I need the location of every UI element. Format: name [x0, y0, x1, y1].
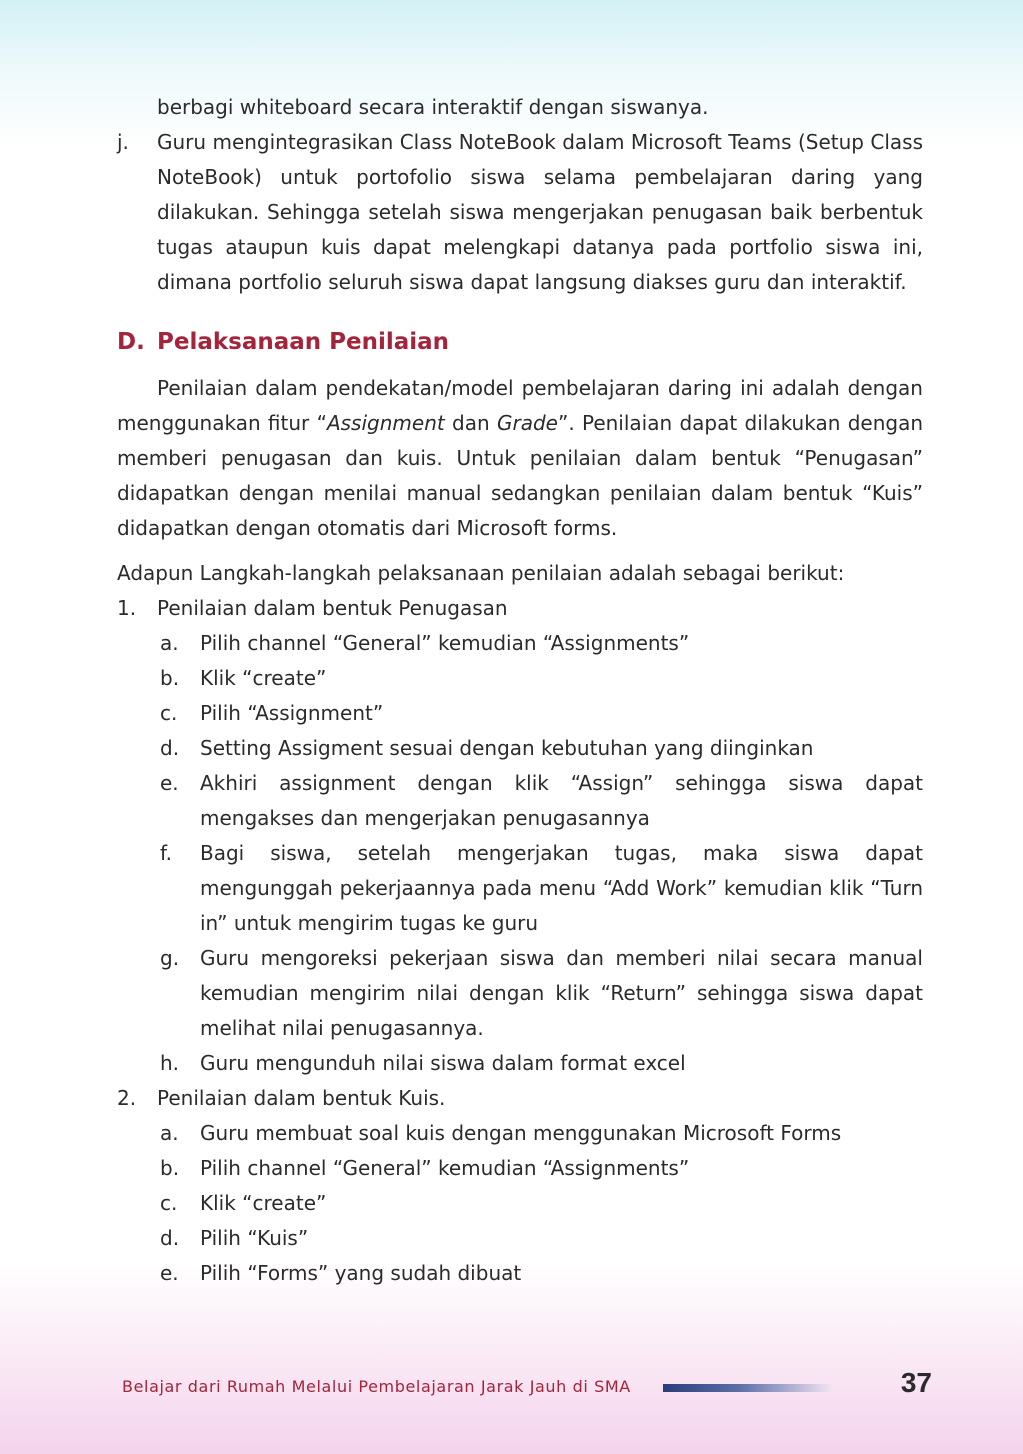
page-content: [117, 90, 923, 1291]
paragraph-text: dan: [444, 411, 497, 435]
list-item-1: [117, 591, 923, 626]
sublist-item-text: Pilih “Kuis”: [200, 1226, 309, 1250]
sublist-item-text: Pilih “Assignment”: [200, 701, 384, 725]
list-marker: 2.: [117, 1086, 137, 1110]
sublist-item: [117, 766, 923, 836]
section-title: Pelaksanaan Penilaian: [157, 329, 450, 355]
sublist-item: [117, 1186, 923, 1221]
list-item-j: [117, 125, 923, 300]
steps-intro: Adapun Langkah-langkah pelaksanaan penilaian adalah sebagai berikut:: [117, 561, 845, 585]
sublist-marker: a.: [160, 1121, 179, 1145]
sublist-item: [117, 1046, 923, 1081]
sublist-item: [117, 836, 923, 941]
list-item-title: Penilaian dalam bentuk Kuis.: [157, 1086, 446, 1110]
sublist-item: [117, 626, 923, 661]
list-item-text: Guru mengintegrasikan Class NoteBook dalam Microsoft Teams (Setup Class NoteBook) untuk portofolio siswa selama pembelajaran daring yang dilakukan. Sehingga setelah siswa mengerjakan penugasan baik berbentuk tugas ataupun kuis dapat melengkapi datanya pada portfolio siswa ini, dimana portfolio seluruh siswa dapat langsung diakses guru dan interaktif.: [157, 130, 923, 294]
page-footer: [122, 1367, 932, 1399]
sublist-item-text: Klik “create”: [200, 1191, 327, 1215]
sublist-marker: c.: [160, 1191, 178, 1215]
footer-decorative-bar: [663, 1384, 831, 1392]
sublist-marker: g.: [160, 946, 180, 970]
sublist-marker: b.: [160, 666, 180, 690]
sublist-kuis: [117, 1116, 923, 1291]
sublist-marker: b.: [160, 1156, 180, 1180]
sublist-item: [117, 1256, 923, 1291]
sublist-item: [117, 661, 923, 696]
sublist-item-text: Guru membuat soal kuis dengan menggunakan Microsoft Forms: [200, 1121, 842, 1145]
list-item-title: Penilaian dalam bentuk Penugasan: [157, 596, 508, 620]
sublist-marker: e.: [160, 771, 179, 795]
sublist-marker: e.: [160, 1261, 179, 1285]
list-marker: j.: [117, 130, 129, 154]
page-number: 37: [900, 1367, 932, 1398]
sublist-item: [117, 696, 923, 731]
sublist-penugasan: [117, 626, 923, 1081]
paragraph-emphasis: Grade: [496, 411, 558, 435]
paragraph-text: Penilaian dalam pendekatan/model pembelajaran daring ini adalah dengan menggunakan fitur “: [117, 376, 923, 435]
sublist-item: [117, 941, 923, 1046]
sublist-item-text: Guru mengunduh nilai siswa dalam format excel: [200, 1051, 686, 1075]
sublist-marker: c.: [160, 701, 178, 725]
sublist-item-text: Klik “create”: [200, 666, 327, 690]
section-paragraph: [117, 371, 923, 546]
sublist-item: [117, 1116, 923, 1151]
sublist-item-text: Akhiri assignment dengan klik “Assign” sehingga siswa dapat mengakses dan mengerjakan penugasannya: [200, 771, 923, 830]
sublist-marker: a.: [160, 631, 179, 655]
continuation-text: berbagi whiteboard secara interaktif dengan siswanya.: [157, 95, 709, 119]
list-item-2: [117, 1081, 923, 1116]
sublist-item: [117, 1221, 923, 1256]
sublist-item-text: Bagi siswa, setelah mengerjakan tugas, maka siswa dapat mengunggah pekerjaannya pada menu “Add Work” kemudian klik “Turn in” untuk mengirim tugas ke guru: [200, 841, 923, 935]
paragraph-emphasis: Assignment: [326, 411, 445, 435]
sublist-marker: f.: [160, 841, 172, 865]
sublist-marker: d.: [160, 1226, 180, 1250]
footer-title: Belajar dari Rumah Melalui Pembelajaran Jarak Jauh di SMA: [122, 1377, 631, 1396]
sublist-item-text: Pilih channel “General” kemudian “Assignments”: [200, 631, 690, 655]
paragraph-text: ”. Penilaian dapat dilakukan dengan memberi penugasan dan kuis. Untuk penilaian dalam bentuk “Penugasan” didapatkan dengan menilai manual sedangkan penilaian dalam bentuk “Kuis” didapatkan dengan otomatis dari Microsoft forms.: [117, 411, 924, 540]
sublist-item: [117, 731, 923, 766]
list-marker: 1.: [117, 596, 137, 620]
sublist-item-text: Pilih channel “General” kemudian “Assignments”: [200, 1156, 690, 1180]
sublist-item-text: Pilih “Forms” yang sudah dibuat: [200, 1261, 522, 1285]
sublist-marker: d.: [160, 736, 180, 760]
sublist-marker: h.: [160, 1051, 180, 1075]
section-marker: D.: [117, 329, 145, 355]
sublist-item-text: Guru mengoreksi pekerjaan siswa dan memberi nilai secara manual kemudian mengirim nilai dengan klik “Return” sehingga siswa dapat melihat nilai penugasannya.: [200, 946, 923, 1040]
section-heading: [117, 325, 923, 360]
sublist-item: [117, 1151, 923, 1186]
sublist-item-text: Setting Assigment sesuai dengan kebutuhan yang diinginkan: [200, 736, 814, 760]
